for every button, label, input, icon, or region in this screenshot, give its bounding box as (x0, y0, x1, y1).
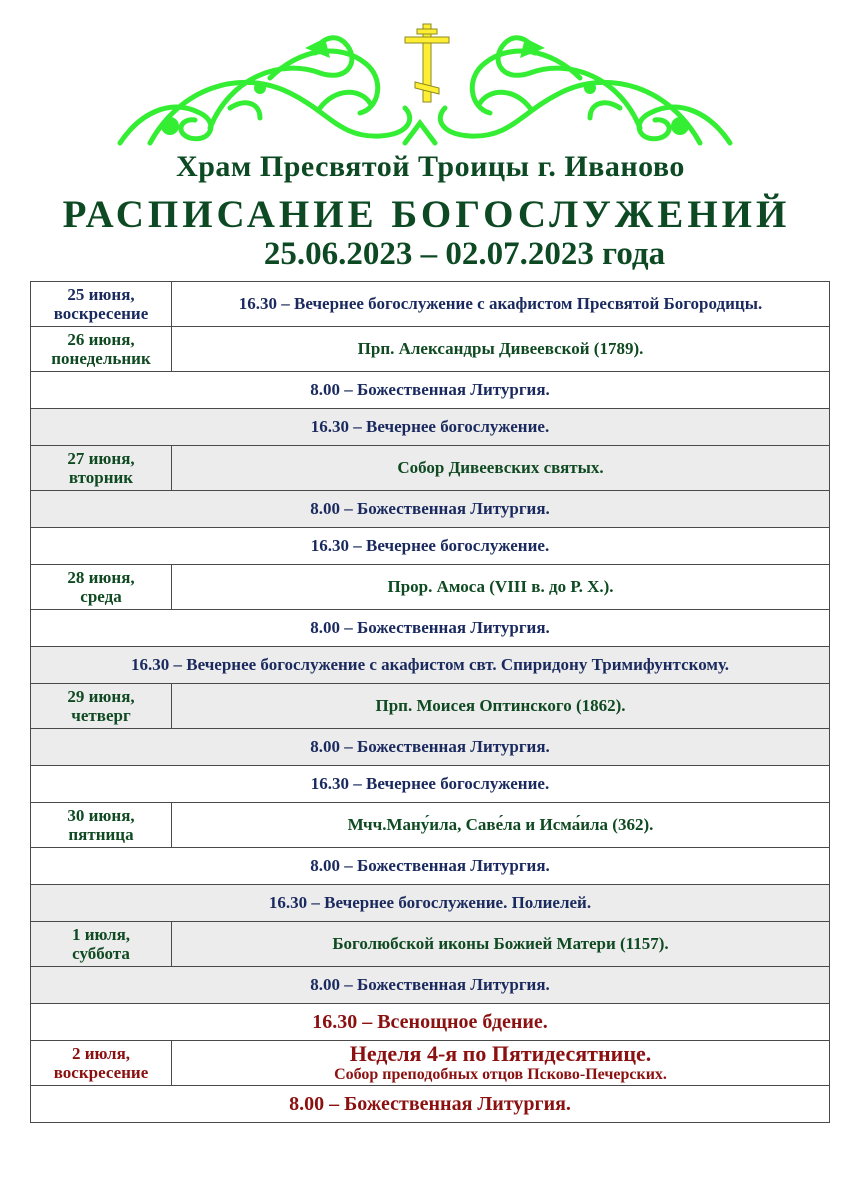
date-cell: 2 июля, воскресение (31, 1041, 172, 1086)
feast-cell: Прп. Александры Дивеевской (1789). (172, 327, 830, 372)
church-name: Храм Пресвятой Троицы г. Иваново (176, 150, 685, 183)
table-row (31, 327, 830, 372)
service-cell: 8.00 – Божественная Литургия. (31, 848, 830, 885)
table-row (31, 1004, 830, 1041)
feast-subtitle: Собор преподобных отцов Псково-Печерских. (334, 1066, 667, 1083)
service-cell: 8.00 – Божественная Литургия. (31, 372, 830, 409)
table-row (31, 565, 830, 610)
table-row (31, 967, 830, 1004)
feast-cell: Мчч.Ману́ила, Саве́ла и Исма́ила (362). (172, 803, 830, 848)
feast-cell: Боголюбской иконы Божией Матери (1157). (172, 922, 830, 967)
date-cell: 29 июня, четверг (31, 684, 172, 729)
orthodox-cross-icon (402, 22, 452, 104)
table-row (31, 647, 830, 684)
service-cell: 8.00 – Божественная Литургия. (31, 1086, 830, 1123)
schedule-table (30, 281, 830, 1123)
date-range: 25.06.2023 – 02.07.2023 года (263, 236, 666, 272)
date-cell: 28 июня, среда (31, 565, 172, 610)
service-cell: 16.30 – Вечернее богослужение. (31, 528, 830, 565)
feast-cell (172, 1041, 830, 1086)
feast-cell: Собор Дивеевских святых. (172, 446, 830, 491)
page-title: РАСПИСАНИЕ БОГОСЛУЖЕНИЙ (62, 193, 791, 236)
table-row (31, 803, 830, 848)
service-cell: 16.30 – Вечернее богослужение. (31, 409, 830, 446)
table-row (31, 610, 830, 647)
service-cell: 8.00 – Божественная Литургия. (31, 491, 830, 528)
date-cell: 27 июня, вторник (31, 446, 172, 491)
service-cell: 8.00 – Божественная Литургия. (31, 967, 830, 1004)
table-row (31, 684, 830, 729)
service-cell: 16.30 – Вечернее богослужение с акафистом Пресвятой Богородицы. (172, 282, 830, 327)
table-row (31, 848, 830, 885)
service-cell: 16.30 – Вечернее богослужение с акафистом свт. Спиридону Тримифунтскому. (31, 647, 830, 684)
service-cell: 16.30 – Вечернее богослужение. (31, 766, 830, 803)
table-row (31, 528, 830, 565)
feast-title: Неделя 4-я по Пятидесятнице. (349, 1041, 652, 1066)
service-cell: 16.30 – Вечернее богослужение. Полиелей. (31, 885, 830, 922)
service-cell: 8.00 – Божественная Литургия. (31, 729, 830, 766)
feast-cell: Прп. Моисея Оптинского (1862). (172, 684, 830, 729)
table-row (31, 1041, 830, 1086)
date-cell: 26 июня, понедельник (31, 327, 172, 372)
table-row (31, 372, 830, 409)
date-cell: 30 июня, пятница (31, 803, 172, 848)
date-cell: 25 июня, воскресение (31, 282, 172, 327)
table-row (31, 491, 830, 528)
table-row (31, 766, 830, 803)
date-cell: 1 июля, суббота (31, 922, 172, 967)
service-cell: 16.30 – Всенощное бдение. (31, 1004, 830, 1041)
table-row (31, 446, 830, 491)
table-row (31, 729, 830, 766)
service-cell: 8.00 – Божественная Литургия. (31, 610, 830, 647)
table-row (31, 282, 830, 327)
table-row (31, 1086, 830, 1123)
feast-cell: Прор. Амоса (VIII в. до Р. Х.). (172, 565, 830, 610)
table-row (31, 409, 830, 446)
table-row (31, 922, 830, 967)
table-row (31, 885, 830, 922)
